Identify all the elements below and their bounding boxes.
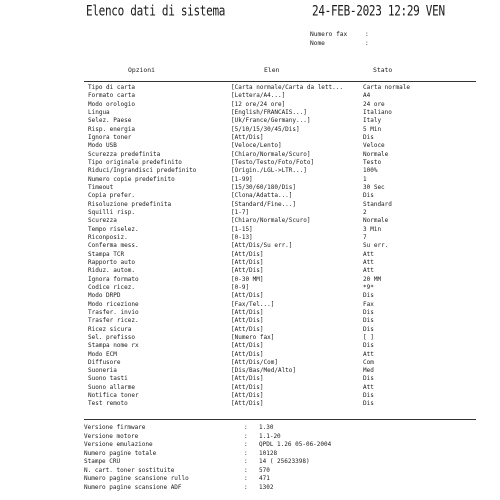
option-status: Italiano bbox=[363, 108, 392, 116]
options-row bbox=[88, 134, 488, 142]
option-choices: [0-13] bbox=[231, 233, 253, 241]
options-row bbox=[88, 176, 488, 184]
option-choices: [Origin./LGL->LTR...] bbox=[231, 167, 307, 175]
option-choices: [0-9] bbox=[231, 283, 250, 291]
version-value: QPDL 1.26 05-06-2004 bbox=[259, 441, 332, 448]
report-datetime: 24-FEB-2023 12:29 VEN bbox=[312, 3, 445, 20]
option-status: Dis bbox=[363, 392, 374, 400]
options-row bbox=[88, 184, 488, 192]
option-choices: [15/30/60/180/Dis] bbox=[231, 183, 297, 191]
options-row bbox=[88, 242, 488, 250]
option-name: Ricez sicura bbox=[88, 325, 132, 333]
fax-name-separator: : bbox=[365, 40, 369, 47]
options-row bbox=[88, 367, 488, 375]
option-status: Dis bbox=[363, 133, 374, 141]
fax-number-separator: : bbox=[365, 31, 369, 38]
option-choices: [Att/Dis] bbox=[231, 375, 264, 383]
version-value: 570 bbox=[259, 466, 270, 474]
options-row bbox=[88, 117, 488, 125]
option-name: Tipo di carta bbox=[88, 84, 135, 91]
option-status: 5 Min bbox=[363, 125, 382, 133]
option-choices: [Att/Dis] bbox=[231, 267, 264, 275]
version-separator: : bbox=[244, 441, 248, 448]
option-choices: [Dis/Bas/Med/Alto] bbox=[231, 367, 297, 375]
option-name: Scurezza bbox=[88, 217, 117, 225]
divider-bottom bbox=[84, 419, 476, 420]
options-row bbox=[88, 309, 488, 317]
option-status: 24 ore bbox=[363, 100, 385, 108]
option-name: Diffusore bbox=[88, 358, 121, 366]
option-name: Squilli risp. bbox=[88, 208, 135, 216]
option-choices: [English/FRANCAIS...] bbox=[231, 108, 307, 116]
option-status: Com bbox=[363, 358, 374, 366]
version-label: Numero pagine scansione ADF bbox=[84, 483, 182, 491]
option-name: Stampa TCR bbox=[88, 250, 125, 258]
option-choices: [Att/Dis] bbox=[231, 350, 264, 358]
option-name: Scurezza predefinita bbox=[88, 150, 161, 158]
option-name: Modo orologio bbox=[88, 100, 135, 108]
options-row bbox=[88, 234, 488, 242]
column-header-options: Opzioni bbox=[128, 66, 155, 74]
option-name: Sel. prefisso bbox=[88, 333, 135, 341]
option-status: Standard bbox=[363, 200, 392, 208]
option-status: *9* bbox=[363, 283, 374, 291]
option-name: Timeout bbox=[88, 183, 114, 191]
option-choices: [5/10/15/30/45/Dis] bbox=[231, 125, 300, 133]
option-choices: [Att/Dis] bbox=[231, 342, 264, 350]
version-value: 1.1-20 bbox=[259, 432, 281, 440]
options-row bbox=[88, 84, 488, 92]
option-choices: [Att/Dis] bbox=[231, 292, 264, 300]
options-row bbox=[88, 217, 488, 225]
option-choices: [1-7] bbox=[231, 208, 250, 216]
version-label: Versione firmware bbox=[84, 424, 146, 431]
option-choices: [Testo/Testo/Foto/Foto] bbox=[231, 158, 315, 166]
option-choices: [Uk/France/Germany...] bbox=[231, 117, 311, 125]
option-status: 2 bbox=[363, 208, 367, 216]
option-status: Att bbox=[363, 267, 374, 275]
option-choices: [Lettera/A4...] bbox=[231, 92, 286, 100]
version-row bbox=[84, 484, 484, 493]
version-row bbox=[84, 475, 484, 484]
options-row bbox=[88, 326, 488, 334]
option-name: Modo ECM bbox=[88, 350, 117, 358]
option-name: Riconposiz. bbox=[88, 233, 128, 241]
version-label: N. cart. toner sostituite bbox=[84, 466, 175, 474]
option-name: Trasfer ricez. bbox=[88, 317, 139, 325]
column-header-status: Stato bbox=[373, 66, 393, 74]
version-separator: : bbox=[244, 466, 248, 474]
option-choices: [Numero fax] bbox=[231, 333, 275, 341]
option-choices: [Att/Dis] bbox=[231, 308, 264, 316]
options-row bbox=[88, 334, 488, 342]
option-name: Lingua bbox=[88, 108, 110, 116]
options-row bbox=[88, 342, 488, 350]
version-label: Versione motore bbox=[84, 432, 139, 440]
option-name: Copia prefer. bbox=[88, 192, 135, 200]
option-status: Normale bbox=[363, 150, 389, 158]
option-name: Modo DRPD bbox=[88, 292, 121, 300]
option-status: 3 Min bbox=[363, 225, 382, 233]
option-choices: [Att/Dis] bbox=[231, 317, 264, 325]
version-row bbox=[84, 467, 484, 476]
option-status: Dis bbox=[363, 317, 374, 325]
option-choices: [Att/Dis] bbox=[231, 383, 264, 391]
option-name: Suoneria bbox=[88, 367, 117, 375]
option-name: Risp. energia bbox=[88, 125, 135, 133]
options-row bbox=[88, 359, 488, 367]
option-status: Normale bbox=[363, 217, 389, 225]
fax-name-label: Nome bbox=[310, 40, 325, 47]
option-status: Dis bbox=[363, 308, 374, 316]
column-header-list: Elen bbox=[264, 66, 280, 74]
options-row bbox=[88, 226, 488, 234]
option-status: 20 MM bbox=[363, 275, 382, 283]
version-separator: : bbox=[244, 432, 248, 440]
option-choices: [1-99] bbox=[231, 175, 253, 183]
options-row bbox=[88, 159, 488, 167]
options-row bbox=[88, 317, 488, 325]
option-status: Att bbox=[363, 383, 374, 391]
option-status: 100% bbox=[363, 167, 378, 175]
option-status: Dis bbox=[363, 400, 374, 408]
option-status: Italy bbox=[363, 117, 382, 125]
option-choices: [Veloce/Lento] bbox=[231, 142, 282, 150]
options-row bbox=[88, 192, 488, 200]
options-row bbox=[88, 259, 488, 267]
options-row bbox=[88, 167, 488, 175]
options-row bbox=[88, 284, 488, 292]
version-value: 1302 bbox=[259, 483, 274, 491]
option-choices: [Att/Dis] bbox=[231, 400, 264, 408]
option-status: 7 bbox=[363, 233, 367, 241]
option-name: Test remoto bbox=[88, 400, 128, 408]
option-status: Testo bbox=[363, 158, 382, 166]
option-name: Notifica toner bbox=[88, 392, 139, 400]
version-value: 471 bbox=[259, 475, 270, 482]
options-row bbox=[88, 301, 488, 309]
option-choices: [Att/Dis] bbox=[231, 392, 264, 400]
option-choices: [12 ore/24 ore] bbox=[231, 100, 286, 108]
options-row bbox=[88, 201, 488, 209]
option-choices: [1-15] bbox=[231, 225, 253, 233]
option-choices: [Carta normale/Carta da lett... bbox=[231, 84, 343, 91]
version-separator: : bbox=[244, 424, 248, 431]
option-status: Carta normale bbox=[363, 84, 410, 91]
options-row bbox=[88, 92, 488, 100]
option-name: Conferma mess. bbox=[88, 242, 139, 250]
option-status: Att bbox=[363, 258, 374, 266]
divider-top bbox=[84, 81, 476, 82]
option-name: Selez. Paese bbox=[88, 117, 132, 125]
option-choices: [Att/Dis/Su err.] bbox=[231, 242, 293, 250]
version-row bbox=[84, 424, 484, 433]
option-name: Ignora toner bbox=[88, 133, 132, 141]
option-status: Dis bbox=[363, 375, 374, 383]
option-name: Ignora formato bbox=[88, 275, 139, 283]
option-name: Modo ricezione bbox=[88, 300, 139, 308]
version-label: Numero pagine totale bbox=[84, 449, 157, 457]
option-choices: [Chiaro/Normale/Scuro] bbox=[231, 217, 311, 225]
option-status: Su err. bbox=[363, 242, 389, 250]
option-name: Formato carta bbox=[88, 92, 135, 100]
option-status: Med bbox=[363, 367, 374, 375]
version-label: Stampe CRU bbox=[84, 458, 121, 465]
report-title: Elenco dati di sistema bbox=[86, 3, 226, 20]
version-row bbox=[84, 458, 484, 467]
versions-table bbox=[84, 424, 484, 492]
options-row bbox=[88, 126, 488, 134]
option-name: Riduci/Ingrandisci predefinito bbox=[88, 167, 197, 175]
version-row bbox=[84, 433, 484, 442]
option-status: 1 bbox=[363, 175, 367, 183]
option-name: Codice ricez. bbox=[88, 283, 135, 291]
fax-number-label: Numero fax bbox=[310, 31, 348, 38]
version-separator: : bbox=[244, 475, 248, 482]
option-status: Veloce bbox=[363, 142, 385, 150]
option-choices: [0-30 MM] bbox=[231, 275, 264, 283]
version-label: Versione emulazione bbox=[84, 441, 153, 448]
option-name: Suono allarme bbox=[88, 383, 135, 391]
options-row bbox=[88, 109, 488, 117]
options-row bbox=[88, 292, 488, 300]
option-status: Dis bbox=[363, 192, 374, 200]
option-status: A4 bbox=[363, 92, 371, 100]
version-separator: : bbox=[244, 483, 248, 491]
option-choices: [Att/Dis] bbox=[231, 133, 264, 141]
option-status: Att bbox=[363, 350, 374, 358]
option-status: Dis bbox=[363, 325, 374, 333]
version-value: 14 ( 25623398) bbox=[259, 458, 310, 465]
options-row bbox=[88, 101, 488, 109]
option-status: Fax bbox=[363, 300, 374, 308]
option-status: 30 Sec bbox=[363, 183, 385, 191]
option-name: Tipo originale predefinito bbox=[88, 158, 182, 166]
option-name: Numero copie predefinito bbox=[88, 175, 175, 183]
option-status: [ ] bbox=[363, 333, 374, 341]
option-choices: [Att/Dis] bbox=[231, 250, 264, 258]
options-row bbox=[88, 251, 488, 259]
version-label: Numero pagine scansione rullo bbox=[84, 475, 189, 482]
options-row bbox=[88, 276, 488, 284]
option-name: Risoluzione predefinita bbox=[88, 200, 172, 208]
option-choices: [Clona/Adatta...] bbox=[231, 192, 293, 200]
version-value: 10128 bbox=[259, 449, 278, 457]
version-separator: : bbox=[244, 458, 248, 465]
option-name: Modo USB bbox=[88, 142, 117, 150]
option-name: Stampa nome rx bbox=[88, 342, 139, 350]
options-row bbox=[88, 375, 488, 383]
options-row bbox=[88, 384, 488, 392]
option-status: Dis bbox=[363, 292, 374, 300]
option-choices: [Att/Dis] bbox=[231, 258, 264, 266]
version-row bbox=[84, 441, 484, 450]
options-table bbox=[88, 84, 488, 409]
options-row bbox=[88, 151, 488, 159]
option-status: Dis bbox=[363, 342, 374, 350]
fax-number-row bbox=[310, 30, 373, 39]
fax-name-row bbox=[310, 39, 373, 48]
options-row bbox=[88, 142, 488, 150]
option-choices: [Standard/Fine...] bbox=[231, 200, 297, 208]
options-row bbox=[88, 392, 488, 400]
options-row bbox=[88, 267, 488, 275]
options-row bbox=[88, 400, 488, 408]
version-row bbox=[84, 450, 484, 459]
option-choices: [Att/Dis] bbox=[231, 325, 264, 333]
option-choices: [Chiaro/Normale/Scuro] bbox=[231, 150, 311, 158]
option-choices: [Att/Dis/Com] bbox=[231, 358, 278, 366]
options-row bbox=[88, 209, 488, 217]
fax-info bbox=[310, 30, 373, 48]
options-row bbox=[88, 351, 488, 359]
option-name: Trasfer. invio bbox=[88, 308, 139, 316]
option-name: Suono tasti bbox=[88, 375, 128, 383]
version-value: 1.30 bbox=[259, 424, 274, 431]
option-name: Riduz. autom. bbox=[88, 267, 135, 275]
option-choices: [Fax/Tel...] bbox=[231, 300, 275, 308]
option-name: Rapporto auto bbox=[88, 258, 135, 266]
version-separator: : bbox=[244, 449, 248, 457]
option-name: Tempo riselez. bbox=[88, 225, 139, 233]
option-status: Att bbox=[363, 250, 374, 258]
